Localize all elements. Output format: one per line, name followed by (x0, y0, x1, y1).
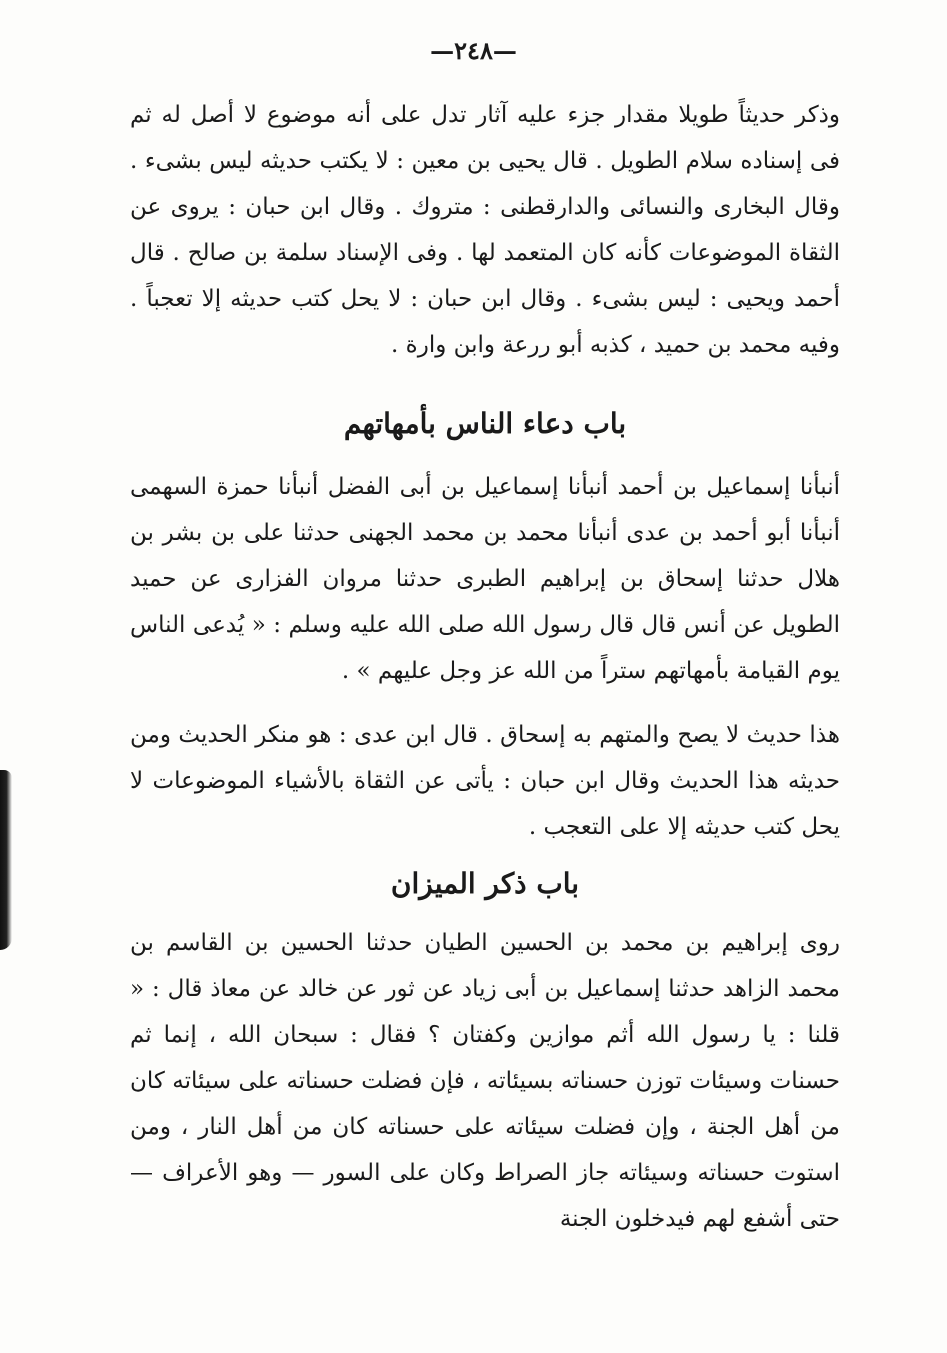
section-heading-mothers-names: باب دعاء الناس بأمهاتهم (343, 407, 627, 440)
section-heading-scales: باب ذكر الميزان (390, 867, 580, 900)
hadith-paragraph-2: روى إبراهيم بن محمد بن الحسين الطيان حدثنا الحسين بن القاسم بن محمد الزاهد حدثنا إسماعيل بن أبى زياد عن ثور عن خالد عن معاذ قال : « قلنا : يا رسول الله أثم موازين وكفتان ؟ فقال : سبحان الله ، إنما ثم حسنات وسيئات توزن حسناته بسيئاته ، فإن فضلت حسناته على سيئاته كان من أهل الجنة ، وإن فضلت سيئاته على حسناته كان من أهل النار ، ومن استوت حسناته وسيئاته جاز الصراط وكان على السور — وهو الأعراف — حتى أشفع لهم فيدخلون الجنة (130, 930, 840, 1232)
scan-shadow-edge (0, 770, 12, 950)
commentary-paragraph-1: هذا حديث لا يصح والمتهم به إسحاق . قال ابن عدى : هو منكر الحديث ومن حديثه هذا الحديث وقال ابن حبان : يأتى عن الثقاة بالأشياء الموضوعات لا يحل كتب حديثه إلا على التعجب . (130, 722, 840, 840)
page-number: —٢٤٨— (430, 36, 517, 65)
intro-paragraph: وذكر حديثاً طويلا مقدار جزء عليه آثار تدل على أنه موضوع لا أصل له ثم فى إسناده سلام الطويل . قال يحيى بن معين : لا يكتب حديثه ليس بشىء . وقال البخارى والنسائى والدارقطنى : متروك . وقال ابن حبان : يروى عن الثقاة الموضوعات كأنه كان المتعمد لها . وفى الإسناد سلمة بن صالح . قال أحمد ويحيى : ليس بشىء . وقال ابن حبان : لا يحل كتب حديثه إلا تعجباً . وفيه محمد بن حميد ، كذبه أبو ررعة وابن وارة . (130, 102, 840, 358)
hadith-paragraph-1: أنبأنا إسماعيل بن أحمد أنبأنا إسماعيل بن أبى الفضل أنبأنا حمزة السهمى أنبأنا أبو أحمد بن عدى أنبأنا محمد بن محمد الجهنى حدثنا على بن بشر بن هلال حدثنا إسحاق بن إبراهيم الطبرى حدثنا مروان الفزارى عن حميد الطويل عن أنس قال قال رسول الله صلى الله عليه وسلم : « يُدعى الناس يوم القيامة بأمهاتهم ستراً من الله عز وجل عليهم » . (130, 474, 840, 684)
page-content (130, 92, 840, 1242)
